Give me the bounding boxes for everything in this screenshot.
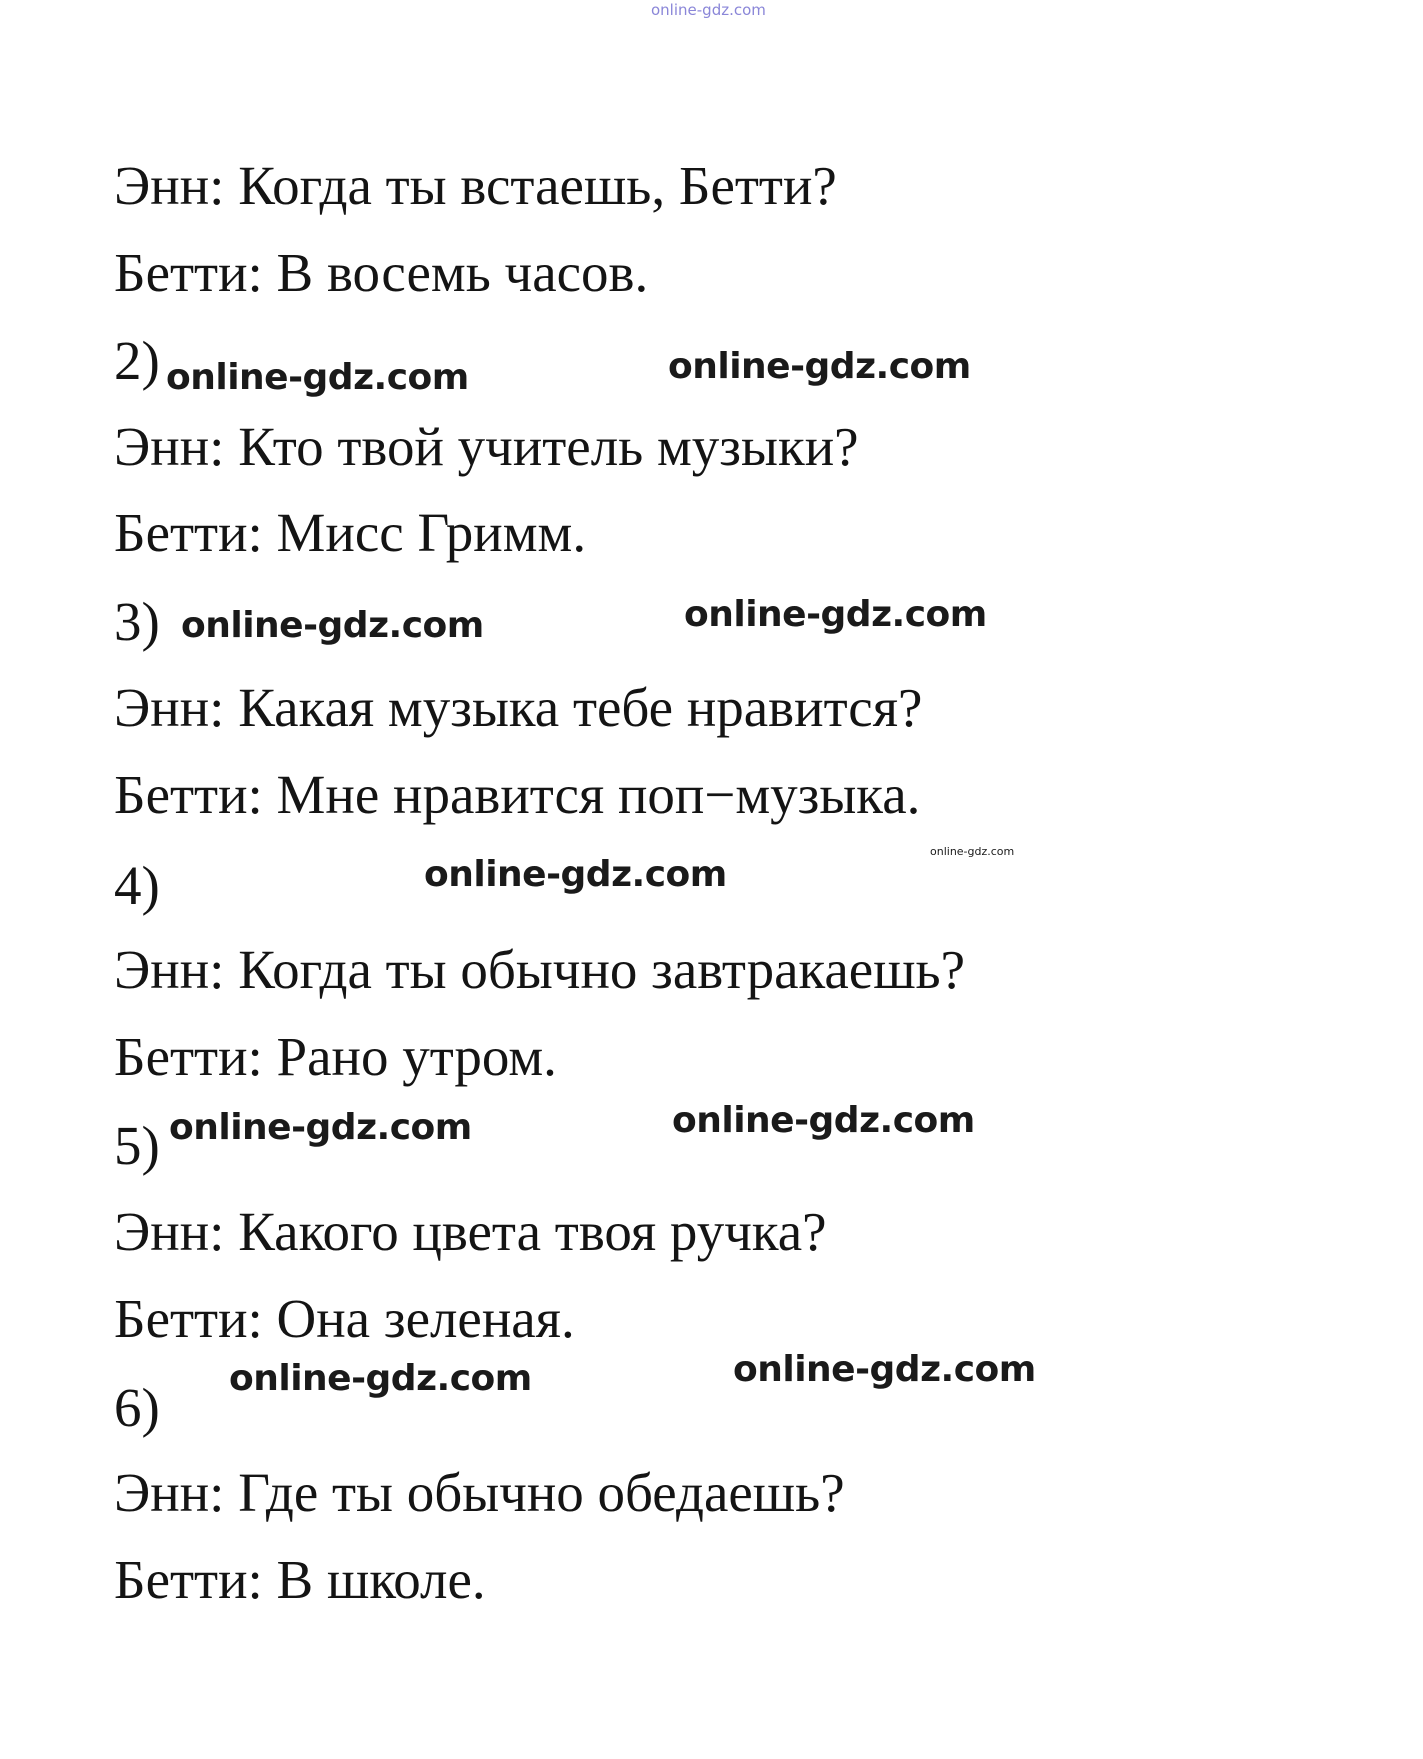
answer-line: Бетти: В восемь часов. <box>114 242 649 303</box>
question-line: Энн: Какого цвета твоя ручка? <box>114 1201 827 1262</box>
answer-line: Бетти: Она зеленая. <box>114 1288 575 1349</box>
question-line: Энн: Где ты обычно обедаешь? <box>114 1462 845 1523</box>
answer-line: Бетти: Мисс Гримм. <box>114 502 587 563</box>
item-number: 6) <box>114 1377 160 1438</box>
top-watermark: online-gdz.com <box>651 1 766 19</box>
watermark: online-gdz.com <box>229 1358 532 1399</box>
item-number: 5) <box>114 1115 160 1176</box>
question-line: Энн: Какая музыка тебе нравится? <box>114 677 923 738</box>
answer-line: Бетти: В школе. <box>114 1549 486 1610</box>
item-number: 4) <box>114 855 160 916</box>
watermark: online-gdz.com <box>424 854 727 895</box>
watermark: online-gdz.com <box>166 357 469 398</box>
item-number: 2) <box>114 330 160 391</box>
watermark: online-gdz.com <box>181 605 484 646</box>
answer-line: Бетти: Мне нравится поп−музыка. <box>114 764 921 825</box>
item-number: 3) <box>114 591 160 652</box>
watermark: online-gdz.com <box>733 1349 1036 1390</box>
answer-line: Бетти: Рано утром. <box>114 1026 557 1087</box>
watermark: online-gdz.com <box>672 1100 975 1141</box>
watermark-small: online-gdz.com <box>930 845 1015 858</box>
watermark: online-gdz.com <box>169 1107 472 1148</box>
question-line: Энн: Кто твой учитель музыки? <box>114 416 859 477</box>
question-line: Энн: Когда ты встаешь, Бетти? <box>114 155 837 216</box>
watermark: online-gdz.com <box>668 346 971 387</box>
question-line: Энн: Когда ты обычно завтракаешь? <box>114 939 966 1000</box>
watermark: online-gdz.com <box>684 594 987 635</box>
